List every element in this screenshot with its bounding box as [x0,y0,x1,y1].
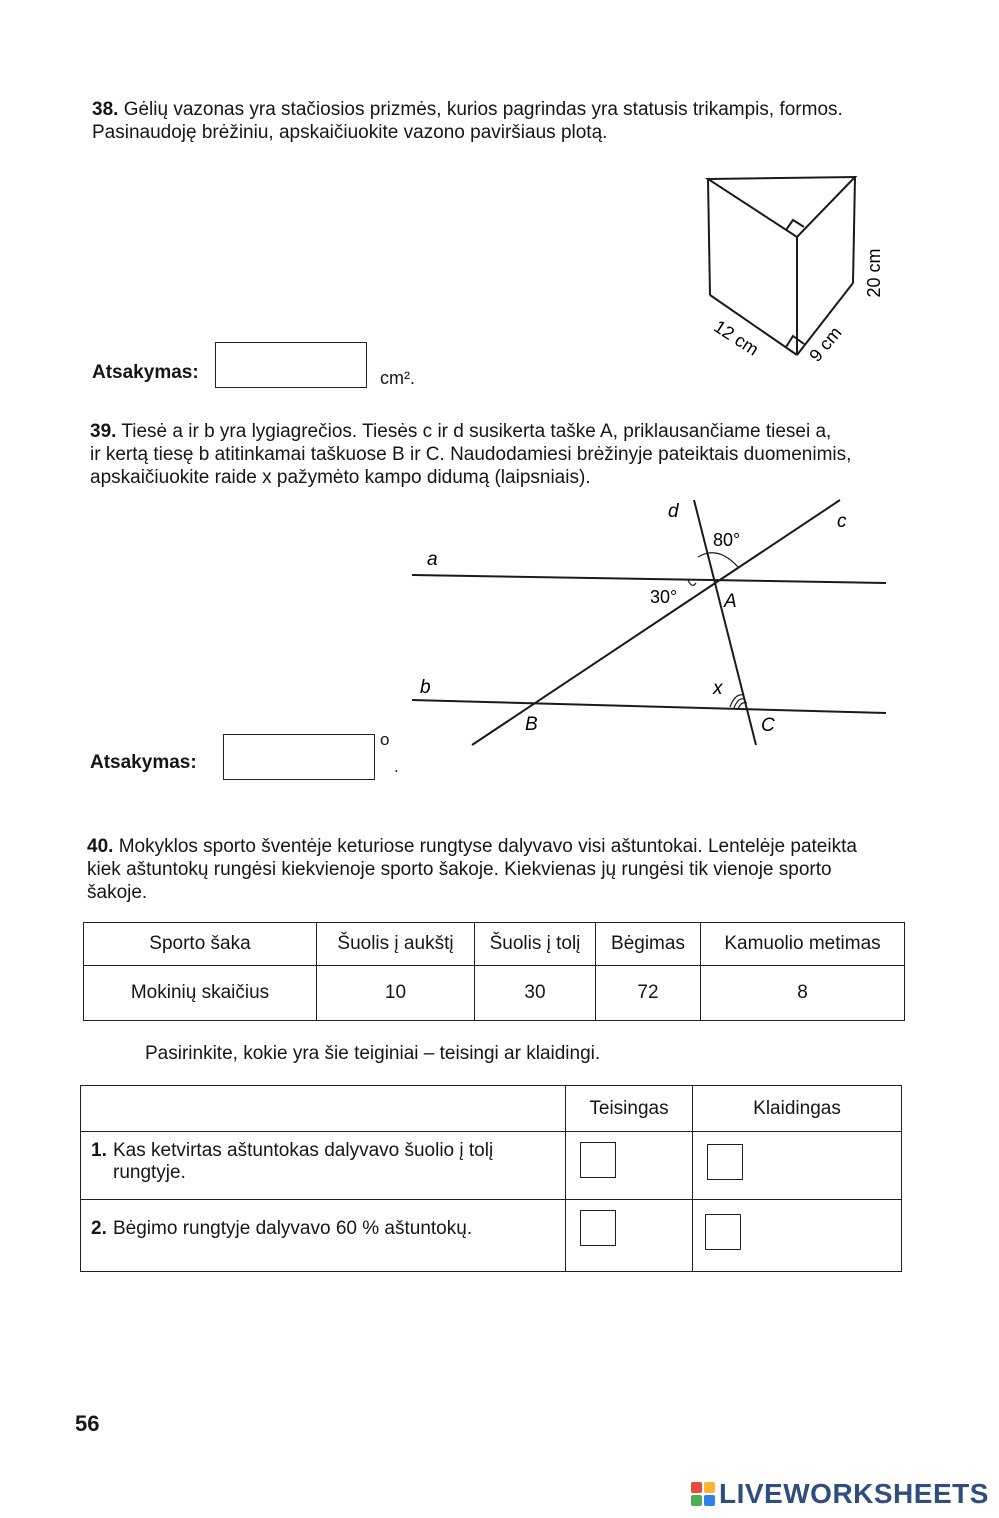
statement-1-false-checkbox[interactable] [707,1144,743,1180]
statement-text [113,1140,493,1184]
right-angle-mark-bottom [786,336,804,347]
tf-cell-true [566,1132,693,1200]
angle-80-arc [698,553,738,567]
liveworksheets-logo-icon [690,1481,716,1507]
liveworksheets-logo [690,1478,989,1510]
tf-statement [81,1200,566,1272]
tf-statement-row [81,1200,902,1272]
q40-text-line1: Mokyklos sporto šventėje keturiose rungtyse dalyvavo visi aštuntokai. Lentelėje pateikta [118,836,857,857]
sports-table-header-cell: Sporto šaka [84,923,317,966]
q40-text-line2: kiek aštuntokų rungėsi kiekvienoje sporto šakoje. Kiekvienas jų rungėsi tik vienoje sporto [87,859,832,880]
q38-answer-label: Atsakymas: [92,362,199,383]
statement-line1: Kas ketvirtas aštuntokas dalyvavo šuolio į tolį [113,1140,494,1161]
tf-header-blank [81,1086,566,1132]
label-line-c: c [837,511,847,532]
right-angle-mark-top [786,220,804,230]
q39-answer-label: Atsakymas: [90,752,197,773]
label-angle-x: x [713,678,723,699]
q38-unit: cm². [380,368,415,388]
sports-table-header-cell: Bėgimas [596,923,701,966]
label-angle-30: 30° [650,587,678,607]
statement-2-false-checkbox[interactable] [705,1214,741,1250]
q40-instruction: Pasirinkite, kokie yra šie teiginiai – teisingi ar klaidingi. [145,1043,601,1064]
label-point-A: A [724,591,737,612]
label-point-B: B [525,714,538,735]
q39-number: 39. [90,421,117,442]
q38-answer-box[interactable] [215,342,367,388]
statement-number: 2. [91,1218,107,1239]
q39-degree-mark: o [380,730,390,749]
label-line-b: b [420,677,431,698]
prism-edge-left [708,179,710,295]
sports-table-cell: 8 [701,966,905,1021]
angle-x-arc1 [730,695,744,707]
statement-line1: Bėgimo rungtyje dalyvavo 60 % aštuntokų. [113,1218,473,1239]
q39-answer-box[interactable] [223,734,375,780]
page-number: 56 [75,1411,100,1436]
q39-text-line2: ir kertą tiesę b atitinkamai taškuose B ir C. Naudodamiesi brėžinyje pateiktais duomenimis, [90,444,852,465]
true-false-table [80,1085,902,1272]
label-angle-80: 80° [713,530,741,550]
statement-1-true-checkbox[interactable] [580,1142,616,1178]
statement-2-true-checkbox[interactable] [580,1210,616,1246]
line-b [412,700,886,713]
sports-table [83,922,905,1021]
q38-text-line1: Gėlių vazonas yra stačiosios prizmės, kurios pagrindas yra statusis trikampis, formos. [123,99,843,120]
sports-table-header-cell: Šuolis į aukštį [317,923,475,966]
sports-table-header-cell: Šuolis į tolį [475,923,596,966]
tf-cell-false [693,1132,902,1200]
label-line-d: d [668,501,679,522]
parallel-lines-diagram [400,495,900,760]
q38-number: 38. [92,99,119,120]
prism-diagram [690,165,890,375]
q40-text [87,835,927,904]
statement-line2: rungtyje. [113,1162,186,1183]
sports-table-header-row [84,923,905,966]
line-a [412,575,886,583]
height-label: 20 cm [864,248,884,298]
q38-text [92,98,932,144]
tf-cell-false [693,1200,902,1272]
label-point-C: C [761,715,775,736]
q40-text-line3: šakoje. [87,882,148,903]
statement-number: 1. [91,1140,107,1161]
tf-header-row [81,1086,902,1132]
label-line-a: a [427,549,438,570]
prism-top-face [708,177,855,237]
prism-edge-right [853,177,855,283]
sports-table-cell: 10 [317,966,475,1021]
tf-statement [81,1132,566,1200]
tf-header-true: Teisingas [566,1086,693,1132]
angle-30-arc [688,580,696,585]
q39-text-line3: apskaičiuokite raide x pažymėto kampo didumą (laipsniais). [90,467,591,488]
line-c [472,500,840,745]
q40-number: 40. [87,836,114,857]
q38-text-line2: Pasinaudoję brėžiniu, apskaičiuokite vazono paviršiaus plotą. [92,122,608,143]
q39-text [90,420,930,489]
tf-statement-row [81,1132,902,1200]
liveworksheets-logo-text: LIVEWORKSHEETS [719,1478,989,1509]
tf-header-false: Klaidingas [693,1086,902,1132]
leg1-label: 12 cm [710,316,763,360]
sports-table-cell: 30 [475,966,596,1021]
tf-cell-true [566,1200,693,1272]
q39-text-line1: Tiesė a ir b yra lygiagrečios. Tiesės c ir d susikerta taške A, priklausančiame tiesei a, [121,421,832,442]
leg2-label: 9 cm [805,322,846,366]
sports-table-row-label: Mokinių skaičius [84,966,317,1021]
sports-table-header-cell: Kamuolio metimas [701,923,905,966]
sports-table-cell: 72 [596,966,701,1021]
sports-table-data-row [84,966,905,1021]
q39-period: . [394,757,399,776]
